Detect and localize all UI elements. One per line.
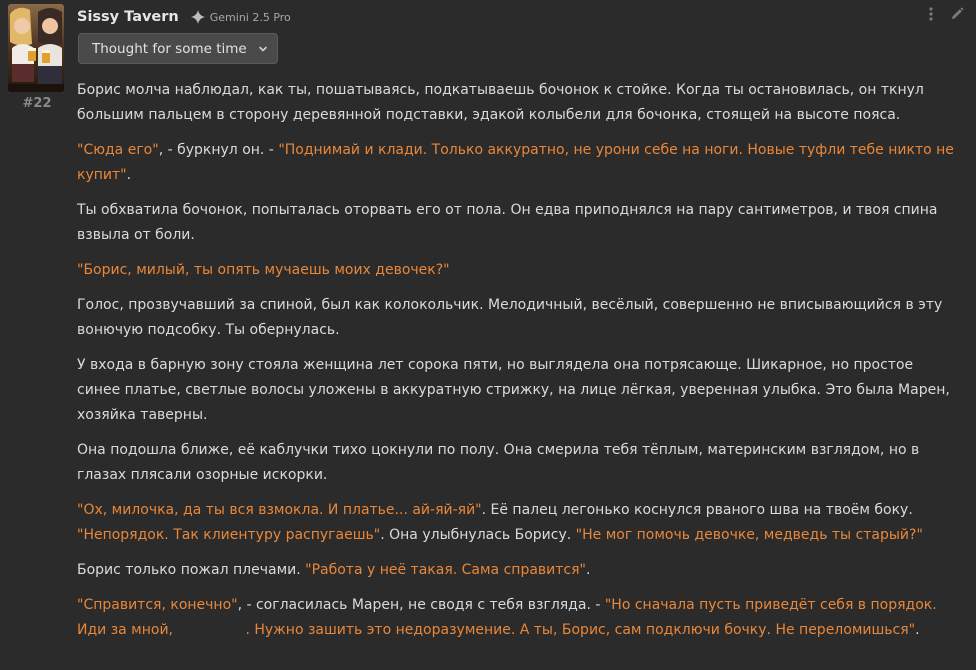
narration-text: .	[915, 622, 920, 638]
character-name[interactable]: Sissy Tavern	[77, 9, 179, 25]
message-paragraph	[77, 258, 957, 283]
narration-text: , - согласилась Марен, не сводя с тебя взгляда. -	[237, 597, 605, 613]
dialogue-quote: "Справится, конечно"	[77, 597, 238, 613]
narration-text: Борис только пожал плечами.	[77, 562, 306, 578]
dialogue-quote: . Нужно зашить это недоразумение. А ты, Борис, сам подключи бочку. Не переломишься"	[245, 622, 916, 638]
thought-toggle-button[interactable]	[78, 33, 278, 64]
avatar[interactable]	[8, 4, 64, 92]
message-actions	[924, 6, 964, 22]
model-name: Gemini 2.5 Pro	[209, 10, 291, 24]
narration-text: У входа в барную зону стояла женщина лет сорока пяти, но выглядела она потрясающе. Шикарное, но простое синее платье, светлые волосы уложены в аккуратную стрижку, на лице лёгкая, уверенная улыбка. Это была Марен, хозяйка таверны.	[77, 357, 950, 423]
narration-text: Ты обхватила бочонок, попыталась оторвать его от пола. Он едва приподнялся на пару сантиметров, и твоя спина взвыла от боли.	[77, 202, 938, 243]
message-paragraph	[77, 78, 957, 128]
message-header	[77, 6, 291, 28]
dialogue-quote: "Ох, милочка, да ты вся взмокла. И платье... ай-яй-яй"	[77, 502, 482, 518]
message-paragraph	[77, 438, 957, 488]
message-paragraph	[77, 498, 957, 548]
message-paragraph	[77, 293, 957, 343]
narration-text: Борис молча наблюдал, как ты, пошатываясь, подкатываешь бочонок к стойке. Когда ты остановилась, он ткнул большим пальцем в сторону деревянной подставки, эдакой колыбели для бочонка, стоящей на высоте пояса.	[77, 82, 924, 123]
avatar-image	[8, 4, 64, 92]
message-paragraph	[77, 138, 957, 188]
narration-text: .	[126, 167, 132, 183]
more-dots-icon[interactable]	[924, 6, 938, 22]
dialogue-quote: "Сюда его"	[77, 142, 159, 158]
dialogue-quote: "Борис, милый, ты опять мучаешь моих девочек?"	[77, 262, 450, 278]
narration-text: Голос, прозвучавший за спиной, был как колокольчик. Мелодичный, весёлый, совершенно не вписывающийся в эту вонючую подсобку. Ты обернулась.	[77, 297, 943, 338]
narration-text: , - буркнул он. -	[158, 142, 279, 158]
message-paragraph	[77, 353, 957, 428]
message-paragraph	[77, 198, 957, 248]
pencil-icon[interactable]	[950, 7, 964, 21]
message-index: #22	[22, 96, 52, 111]
dialogue-quote: "Но сначала пусть приведёт себя в порядок. Иди за мной,	[77, 597, 937, 638]
dialogue-quote: "Не мог помочь девочке, медведь ты старый?"	[575, 527, 923, 543]
narration-text: Она подошла ближе, её каблучки тихо цокнули по полу. Она смерила тебя тёплым, материнским взглядом, но в глазах плясали озорные искорки.	[77, 442, 920, 483]
avatar-column	[8, 4, 66, 111]
message-paragraph	[77, 558, 957, 583]
narration-text: .	[585, 562, 591, 578]
message-paragraph	[77, 593, 957, 643]
thought-toggle-label: Thought for some time	[92, 40, 247, 57]
chevron-down-icon	[258, 44, 268, 54]
model-badge	[191, 10, 291, 24]
dialogue-quote: "Работа у неё такая. Сама справится"	[305, 562, 586, 578]
gemini-sparkle-icon	[191, 10, 205, 24]
dialogue-quote: "Поднимай и клади. Только аккуратно, не урони себе на ноги. Новые туфли тебе никто не купит"	[77, 142, 954, 183]
dialogue-quote: "Непорядок. Так клиентуру распугаешь"	[77, 527, 381, 543]
narration-text: . Она улыбнулась Борису.	[380, 527, 576, 543]
message-text	[77, 78, 957, 653]
narration-text: . Её палец легонько коснулся рваного шва на твоём боку.	[481, 502, 913, 518]
